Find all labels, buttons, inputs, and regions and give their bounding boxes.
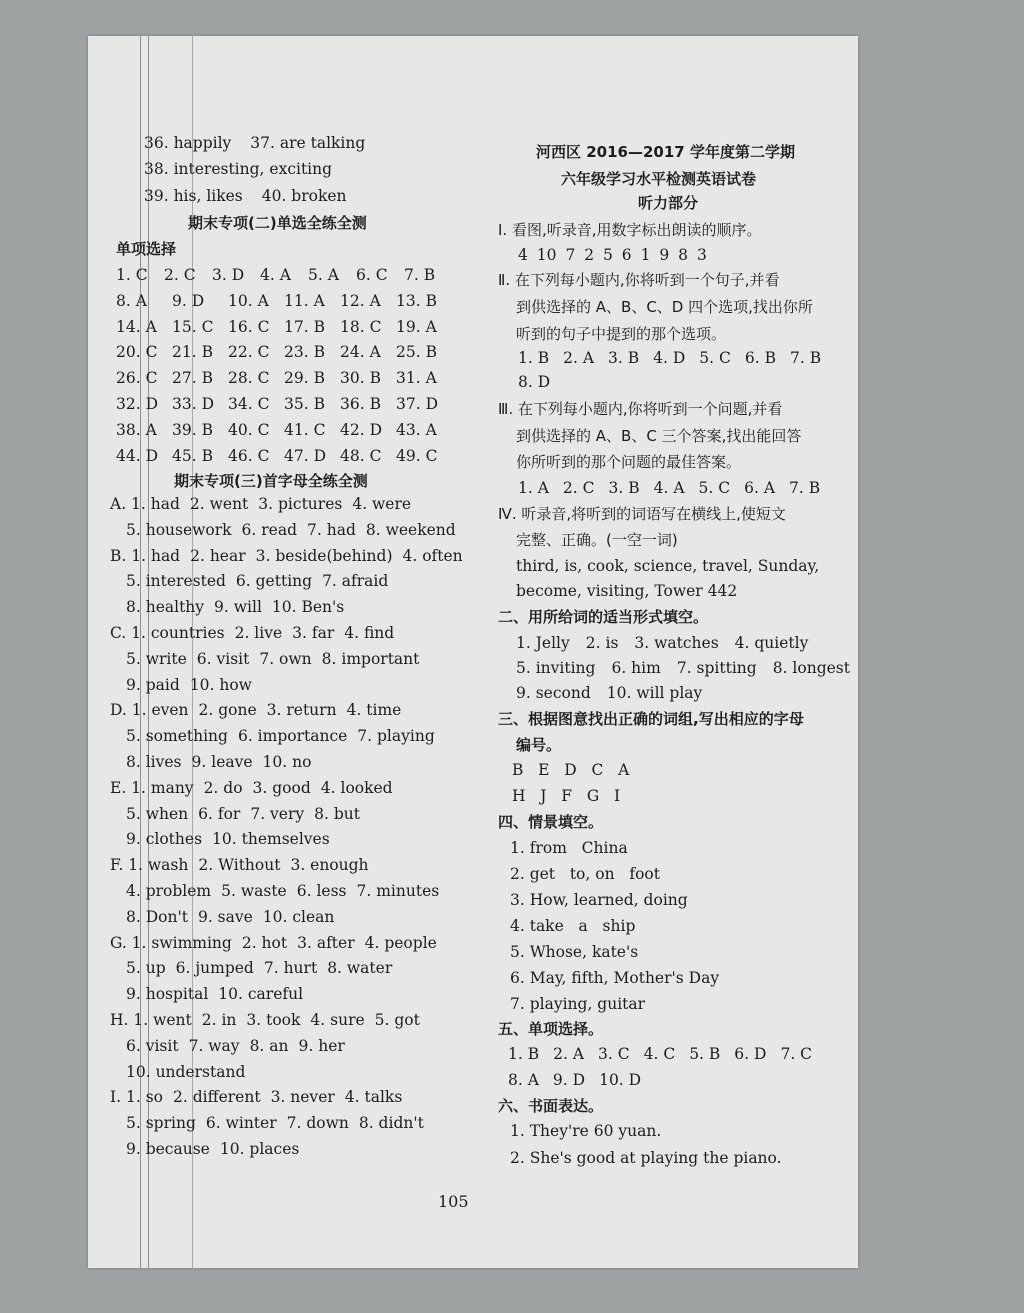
choice-answer: 5. B: [689, 1045, 721, 1063]
fill-answer: 6. jumped: [175, 959, 254, 978]
q1-answer: 4 10 7 2 5 6 1 9 8 3: [518, 246, 707, 264]
mc-answer: 32. D: [116, 395, 159, 413]
choice-answer: 1. A: [518, 479, 549, 497]
fill-row: [110, 1010, 420, 1030]
fill-answer: 3. beside(behind): [255, 546, 393, 565]
mc-answer: 15. C: [172, 317, 214, 336]
mc-answer: 41. C: [284, 420, 326, 439]
fill-row: [126, 752, 311, 772]
mc-answer: 43. A: [396, 420, 437, 439]
fill-answer: 3. after: [297, 933, 355, 952]
section2-subtitle: 单项选择: [116, 240, 177, 258]
answer-page: [88, 36, 858, 1268]
fill-answer: 3. good: [252, 778, 311, 797]
fill-row: [110, 623, 394, 643]
fill-answer: 8. healthy: [126, 598, 205, 617]
fill-row: [126, 1036, 345, 1056]
fill-answer: 2. hear: [190, 546, 246, 565]
fill-answer: 4. people: [364, 933, 437, 952]
fill-answer: 8. lives: [126, 753, 182, 771]
fill-row: [126, 675, 252, 695]
mc-answer: 10. A: [228, 291, 269, 310]
fill-answer: 6. for: [198, 804, 241, 823]
fill-row: [126, 597, 344, 617]
fill-answer: 2. gone: [198, 701, 257, 720]
answer-line-38: [144, 159, 332, 179]
mc-answer: 39. B: [172, 420, 213, 439]
fill-answer: 7. down: [286, 1114, 349, 1133]
part3-title-1: 三、根据图意找出正确的词组,写出相应的字母: [498, 710, 804, 728]
fill-row: [126, 726, 435, 746]
fill-row: [126, 907, 334, 927]
answer: 39. his, likes: [144, 187, 243, 205]
fill-row: [126, 958, 392, 978]
fill-answer: 7. had: [307, 520, 356, 539]
fill-row: [126, 829, 330, 849]
fill-answer: 2. hot: [241, 933, 288, 952]
part2-title: 二、用所给词的适当形式填空。: [498, 608, 709, 626]
mc-answer: 40. C: [228, 420, 270, 439]
part2-row: [516, 633, 808, 653]
part5-answers-2: [508, 1070, 641, 1090]
choice-answer: 7. C: [780, 1045, 813, 1063]
part4-row: 3. How, learned, doing: [510, 891, 688, 909]
mc-row: [116, 420, 452, 440]
section3-title: 期末专项(三)首字母全练全测: [174, 472, 368, 490]
q4-instruction-1: Ⅳ. 听录音,将听到的词语写在横线上,使短文: [498, 505, 786, 523]
part2-answer: 9. second: [516, 684, 591, 702]
part2-answer: 5. inviting: [516, 659, 596, 677]
fill-answer: 2. went: [189, 495, 249, 513]
mc-answer: 18. C: [340, 317, 382, 336]
choice-answer: 4. A: [653, 479, 685, 497]
mc-answer: 37. D: [396, 395, 439, 413]
fill-answer: 9. leave: [191, 753, 253, 771]
q2-instruction-3: 听到的句子中提到的那个选项。: [516, 325, 727, 343]
fill-answer: 3. pictures: [258, 495, 343, 513]
fill-answer: 6. visit: [196, 649, 250, 668]
q2-answers-2: [518, 372, 550, 392]
fill-answer: B. 1. had: [110, 546, 181, 565]
mc-row: [116, 342, 452, 362]
mc-answer: 7. B: [404, 266, 436, 284]
choice-answer: 5. C: [698, 479, 731, 497]
fill-answer: 2. live: [234, 624, 283, 642]
part2-answer: 1. Jelly: [516, 634, 570, 652]
fill-row: [110, 546, 463, 566]
fill-answer: 5. waste: [221, 882, 287, 900]
part2-answer: 10. will play: [606, 684, 703, 702]
part6-answer-2: 2. She's good at playing the piano.: [510, 1149, 782, 1167]
fill-answer: 6. read: [241, 520, 298, 539]
q3-instruction-1: Ⅲ. 在下列每小题内,你将听到一个问题,并看: [498, 400, 783, 418]
mc-answer: 38. A: [116, 420, 157, 439]
q4-answer-1: third, is, cook, science, travel, Sunday,: [516, 557, 820, 575]
mc-answer: 26. C: [116, 369, 158, 388]
fill-answer: 7. way: [188, 1036, 240, 1055]
q2-instruction-1: Ⅱ. 在下列每小题内,你将听到一个句子,并看: [498, 271, 780, 289]
mc-answer: 49. C: [396, 446, 438, 465]
fill-answer: 5. write: [126, 649, 187, 668]
fill-row: [110, 700, 401, 720]
mc-answer: 46. C: [228, 446, 270, 465]
part2-answer: 8. longest: [772, 659, 850, 677]
fill-answer: 6. visit: [126, 1036, 179, 1055]
part4-row: 1. from China: [510, 839, 628, 857]
fill-row: [126, 881, 439, 901]
mc-answer: 4. A: [260, 266, 291, 284]
answer-line-39: [144, 186, 347, 206]
fill-answer: 10. how: [189, 675, 252, 694]
mc-answer: 47. D: [284, 446, 327, 465]
fill-answer: 8. but: [314, 804, 360, 823]
page-number: 105: [438, 1192, 469, 1211]
part2-answer: 4. quietly: [734, 634, 809, 652]
fill-row: [110, 778, 393, 798]
mc-answer: 24. A: [340, 343, 381, 362]
mc-answer: 28. C: [228, 369, 270, 388]
mc-answer: 9. D: [172, 291, 205, 310]
part6-title: 六、书面表达。: [498, 1097, 604, 1115]
fill-answer: 5. got: [374, 1011, 420, 1029]
fill-answer: E. 1. many: [110, 778, 194, 797]
fill-answer: 10. understand: [126, 1062, 246, 1081]
mc-answer: 16. C: [228, 317, 270, 336]
fill-answer: 7. minutes: [356, 882, 440, 900]
fill-answer: 9. save: [197, 907, 253, 926]
choice-answer: 1. B: [508, 1045, 540, 1063]
part4-row: 7. playing, guitar: [510, 995, 646, 1013]
fill-row: [110, 855, 369, 875]
fill-answer: 6. importance: [237, 727, 348, 746]
fill-row: [126, 804, 360, 824]
choice-answer: 10. D: [599, 1071, 642, 1089]
q3-instruction-3: 你所听到的那个问题的最佳答案。: [516, 453, 742, 471]
choice-answer: 2. A: [553, 1045, 585, 1063]
choice-answer: 2. A: [563, 349, 595, 367]
part3-answer-row-2: H J F G I: [512, 787, 621, 805]
part2-row: [516, 683, 702, 703]
fill-answer: 8. weekend: [365, 520, 456, 539]
fill-answer: 4. often: [402, 546, 463, 565]
fill-answer: 8. an: [249, 1036, 289, 1055]
mc-row: [116, 265, 452, 285]
fill-answer: 5. housework: [126, 520, 232, 539]
answer: 38. interesting, exciting: [144, 160, 333, 178]
fill-answer: 10. themselves: [212, 830, 330, 849]
choice-answer: 8. A: [508, 1071, 539, 1089]
part4-title: 四、情景填空。: [498, 813, 604, 831]
q4-answer-2: become, visiting, Tower 442: [516, 582, 738, 600]
choice-answer: 3. C: [598, 1045, 630, 1063]
fill-row: [110, 933, 437, 953]
fill-row: [126, 1113, 424, 1133]
fill-row: [110, 1087, 402, 1107]
mc-answer: 17. B: [284, 317, 325, 336]
fill-answer: 2. different: [172, 1088, 261, 1107]
mc-answer: 12. A: [340, 291, 381, 310]
mc-answer: 3. D: [212, 266, 245, 284]
mc-answer: 20. C: [116, 343, 158, 362]
fill-answer: 9. hospital: [126, 985, 209, 1004]
mc-answer: 21. B: [172, 343, 213, 362]
fill-answer: 4. problem: [126, 882, 212, 900]
choice-answer: 6. A: [744, 479, 776, 497]
choice-answer: 7. B: [789, 349, 822, 367]
fill-row: [126, 649, 419, 669]
fill-answer: 8. didn't: [358, 1114, 424, 1133]
mc-row: [116, 394, 452, 414]
fill-row: [126, 984, 303, 1004]
fill-answer: 10. no: [262, 753, 312, 771]
q1-instruction: Ⅰ. 看图,听录音,用数字标出朗读的顺序。: [498, 221, 762, 239]
part2-answer: 2. is: [585, 634, 619, 652]
mc-answer: 2. C: [164, 266, 196, 284]
fill-answer: 4. talks: [344, 1088, 403, 1107]
choice-answer: 4. D: [653, 349, 686, 367]
mc-answer: 8. A: [116, 291, 147, 310]
fill-answer: 9. paid: [126, 675, 180, 694]
choice-answer: 6. D: [734, 1045, 767, 1063]
mc-answer: 45. B: [172, 446, 213, 465]
choice-answer: 9. D: [552, 1071, 586, 1089]
fill-answer: 5. interested: [126, 572, 226, 591]
fill-answer: H. 1. went: [110, 1011, 192, 1029]
fill-row: [126, 1139, 299, 1159]
mc-row: [116, 446, 452, 466]
choice-answer: 4. C: [643, 1045, 676, 1063]
fill-answer: 5. when: [126, 804, 189, 823]
exam-subtitle: 六年级学习水平检测英语试卷: [561, 170, 757, 188]
fill-answer: 4. looked: [320, 778, 393, 797]
fill-answer: 4. were: [352, 495, 412, 513]
part3-title-2: 编号。: [516, 736, 562, 754]
mc-answer: 13. B: [396, 291, 437, 310]
mc-answer: 35. B: [284, 395, 325, 413]
mc-answer: 27. B: [172, 369, 213, 388]
fill-answer: 8. Don't: [126, 907, 188, 926]
mc-answer: 11. A: [284, 291, 325, 310]
fill-answer: 7. hurt: [263, 959, 318, 978]
answer: 37. are talking: [250, 134, 366, 152]
listening-title: 听力部分: [638, 194, 699, 212]
fill-answer: C. 1. countries: [110, 624, 225, 642]
part3-answer-row-1: B E D C A: [512, 761, 630, 779]
fill-answer: 3. never: [270, 1088, 335, 1107]
fill-answer: 3. return: [266, 701, 337, 720]
fill-answer: 7. own: [259, 649, 312, 668]
fill-answer: I. 1. so: [110, 1088, 163, 1107]
part4-row: 2. get to, on foot: [510, 865, 660, 883]
fill-answer: 3. far: [292, 624, 335, 642]
mc-answer: 14. A: [116, 317, 157, 336]
exam-title: 河西区 2016—2017 学年度第二学期: [536, 143, 795, 161]
fill-answer: A. 1. had: [110, 495, 180, 513]
fill-answer: 8. important: [321, 649, 420, 668]
fill-answer: 6. less: [296, 882, 347, 900]
part2-row: [516, 658, 850, 678]
choice-answer: 6. B: [744, 349, 776, 367]
q3-instruction-2: 到供选择的 A、B、C 三个答案,找出能回答: [516, 427, 802, 445]
fill-answer: 2. do: [203, 778, 243, 797]
answer: 40. broken: [261, 187, 347, 205]
answer-line-36: [144, 133, 365, 153]
mc-row: [116, 317, 452, 337]
fill-row: [110, 494, 411, 514]
fill-answer: 9. will: [214, 598, 262, 617]
fill-answer: 3. enough: [290, 856, 369, 875]
fill-answer: 10. careful: [218, 985, 304, 1004]
fill-answer: 10. places: [219, 1140, 300, 1158]
choice-answer: 2. C: [562, 479, 595, 497]
fill-answer: 9. clothes: [126, 830, 203, 849]
mc-row: [116, 291, 452, 311]
fill-answer: 4. sure: [310, 1011, 365, 1029]
mc-answer: 42. D: [340, 420, 383, 439]
fill-answer: 5. up: [126, 959, 166, 978]
q2-answers: [518, 348, 821, 368]
answer: 36. happily: [144, 134, 232, 152]
mc-answer: 44. D: [116, 446, 159, 465]
fill-row: [126, 1062, 245, 1082]
fill-answer: 9. her: [298, 1036, 345, 1055]
mc-answer: 23. B: [284, 343, 325, 362]
fill-answer: 2. Without: [198, 856, 281, 875]
mc-row: [116, 368, 452, 388]
fill-answer: 2. in: [201, 1011, 237, 1029]
choice-answer: 8. D: [518, 373, 551, 391]
mc-answer: 48. C: [340, 446, 382, 465]
part2-answer: 7. spitting: [676, 659, 757, 677]
fill-answer: 5. something: [126, 727, 228, 746]
fill-answer: 10. clean: [262, 907, 335, 926]
fill-answer: G. 1. swimming: [110, 933, 232, 952]
fill-answer: 10. Ben's: [271, 598, 345, 617]
mc-answer: 31. A: [396, 369, 437, 388]
part6-answer-1: 1. They're 60 yuan.: [510, 1122, 662, 1140]
mc-answer: 29. B: [284, 369, 325, 388]
fill-answer: 7. afraid: [322, 572, 389, 591]
fill-answer: 3. took: [246, 1011, 301, 1029]
mc-answer: 34. C: [228, 395, 270, 413]
choice-answer: 1. B: [518, 349, 550, 367]
fill-answer: 6. getting: [235, 572, 313, 591]
part4-row: 6. May, fifth, Mother's Day: [510, 969, 720, 987]
choice-answer: 3. B: [608, 349, 640, 367]
fill-answer: F. 1. wash: [110, 856, 189, 875]
fill-answer: 5. spring: [126, 1114, 196, 1133]
fill-answer: 8. water: [327, 959, 393, 978]
mc-answer: 22. C: [228, 343, 270, 362]
choice-answer: 7. B: [789, 479, 821, 497]
part2-answer: 3. watches: [634, 634, 719, 652]
mc-answer: 30. B: [340, 369, 381, 388]
fill-answer: 4. time: [346, 701, 402, 720]
q2-instruction-2: 到供选择的 A、B、C、D 四个选项,找出你所: [516, 298, 813, 316]
fill-answer: 7. playing: [357, 727, 435, 746]
part5-title: 五、单项选择。: [498, 1020, 604, 1038]
mc-answer: 25. B: [396, 343, 437, 362]
page-footer: [392, 1190, 532, 1214]
q3-answers: [518, 478, 820, 498]
part4-row: 4. take a ship: [510, 917, 636, 935]
mc-answer: 36. B: [340, 395, 381, 413]
choice-answer: 5. C: [699, 349, 731, 367]
fill-answer: 6. winter: [205, 1114, 277, 1133]
mc-answer: 33. D: [172, 395, 215, 413]
mc-answer: 1. C: [116, 266, 148, 284]
mc-answer: 19. A: [396, 317, 437, 336]
part5-answers: [508, 1044, 812, 1064]
fill-answer: D. 1. even: [110, 701, 189, 720]
section2-title: 期末专项(二)单选全练全测: [188, 214, 367, 232]
mc-answer: 6. C: [356, 266, 388, 284]
choice-answer: 3. B: [608, 479, 640, 497]
fill-row: [126, 520, 456, 540]
mc-answer: 5. A: [308, 266, 339, 284]
part4-row: 5. Whose, kate's: [510, 943, 639, 961]
fill-row: [126, 571, 388, 591]
fill-answer: 4. find: [344, 624, 395, 642]
part2-answer: 6. him: [611, 659, 661, 677]
q4-instruction-2: 完整、正确。(一空一词): [516, 531, 678, 549]
fill-answer: 9. because: [126, 1140, 210, 1158]
fill-answer: 7. very: [250, 804, 305, 823]
